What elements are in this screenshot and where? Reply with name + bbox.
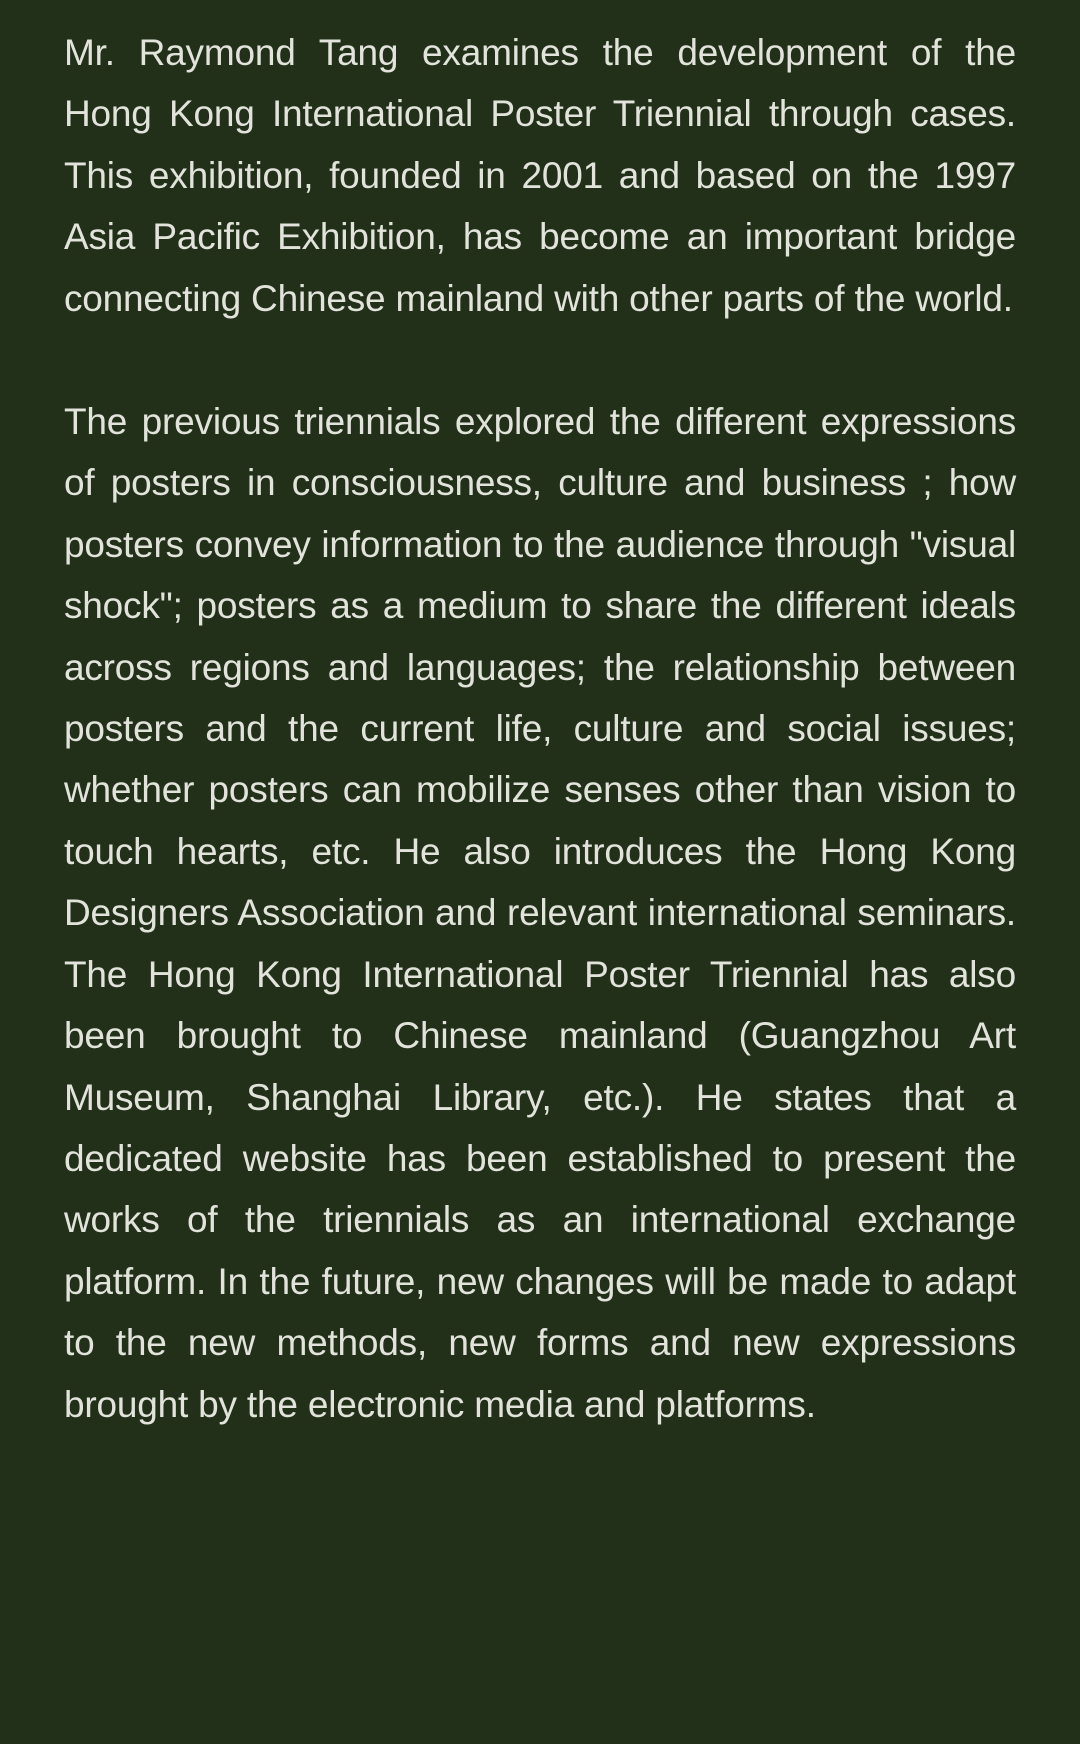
article-body (64, 22, 1016, 1435)
paragraph-intro: Mr. Raymond Tang examines the development of the Hong Kong International Poster Triennial through cases. This exhibition, founded in 2001 and based on the 1997 Asia Pacific Exhibition, has become an important bridge connecting Chinese mainland with other parts of the world. (64, 32, 1016, 319)
paragraph-triennials: The previous triennials explored the different expressions of posters in consciousness, culture and business ; how posters convey information to the audience through "visual shock"; posters as a medium to share the different ideals across regions and languages; the relationship between posters and the current life, culture and social issues; whether posters can mobilize senses other than vision to touch hearts, etc. He also introduces the Hong Kong Designers Association and relevant international seminars. The Hong Kong International Poster Triennial has also been brought to Chinese mainland (Guangzhou Art Museum, Shanghai Library, etc.). He states that a dedicated website has been established to present the works of the triennials as an international exchange platform. In the future, new changes will be made to adapt to the new methods, new forms and new expressions brought by the electronic media and platforms. (64, 401, 1016, 1425)
